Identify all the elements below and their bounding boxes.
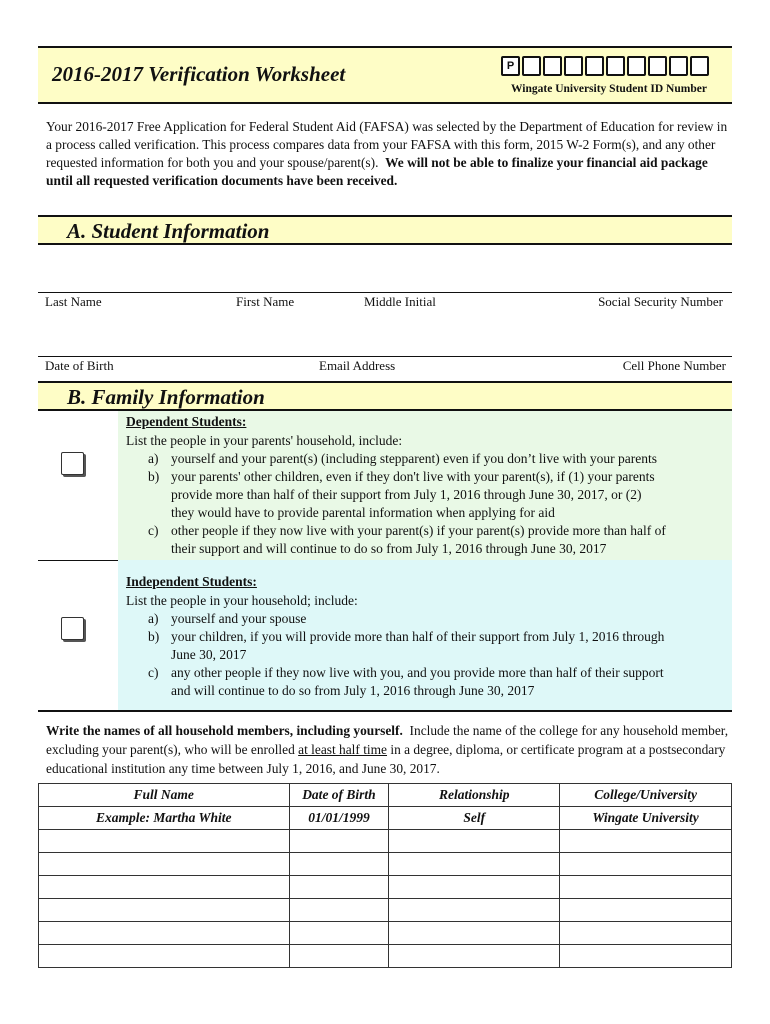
table-cell[interactable]	[39, 899, 290, 922]
household-instruction-underline: at least half time	[298, 742, 388, 757]
independent-checkbox[interactable]	[61, 617, 84, 640]
independent-item-b-marker: b)	[148, 629, 160, 644]
row1-rule	[38, 292, 732, 293]
section-b-bar	[38, 381, 732, 411]
independent-item-c-line: and will continue to do so from July 1, 2016 through June 30, 2017	[171, 683, 535, 698]
table-row[interactable]	[39, 830, 732, 853]
section-b-title: B. Family Information	[67, 385, 265, 409]
independent-heading: Independent Students:	[126, 574, 257, 589]
middle-initial-label: Middle Initial	[364, 294, 436, 309]
dependent-item-a-marker: a)	[148, 451, 159, 466]
independent-item-b-line: your children, if you will provide more than half of their support from July 1, 2016 through	[171, 629, 665, 644]
intro-paragraph	[46, 118, 736, 190]
example-full-name: Example: Martha White	[39, 807, 290, 830]
table-row[interactable]	[39, 876, 732, 899]
table-cell[interactable]	[560, 876, 732, 899]
table-cell[interactable]	[389, 853, 560, 876]
table-cell[interactable]	[560, 853, 732, 876]
table-cell[interactable]	[560, 830, 732, 853]
id-digit-box[interactable]	[690, 56, 709, 76]
student-id-label: Wingate University Student ID Number	[511, 83, 707, 95]
table-cell[interactable]	[39, 830, 290, 853]
cell-label: Cell Phone Number	[622, 358, 726, 373]
independent-item-c-line: any other people if they now live with you, and you provide more than half of their support	[171, 665, 664, 680]
intro-text: Your 2016-2017 Free Application for Federal Student Aid (FAFSA) was selected by the Department of Education for review in a process called verification. This process compares data from your FAFSA with this form, 2015 W-2 Form(s), and any other requested information for both you and your spouse/parent(s).	[46, 119, 728, 170]
id-digit-box[interactable]	[522, 56, 541, 76]
table-cell[interactable]	[289, 830, 389, 853]
table-cell[interactable]	[389, 830, 560, 853]
dependent-item-b-line: your parents' other children, even if they don't live with your parent(s), if (1) your parents	[171, 469, 655, 484]
worksheet-header	[38, 46, 732, 104]
table-row[interactable]	[39, 945, 732, 968]
independent-item-a-marker: a)	[148, 611, 159, 626]
table-cell[interactable]	[289, 922, 389, 945]
intro-bold-text: We will not be able to finalize your financial aid package until all requested verification documents have been received.	[46, 155, 708, 188]
dependent-item-c-line: other people if they now live with your parent(s) if your parent(s) provide more than half of	[171, 523, 666, 538]
last-name-label: Last Name	[45, 294, 102, 309]
independent-intro: List the people in your household; include:	[126, 593, 358, 608]
first-name-label: First Name	[236, 294, 295, 309]
dependent-item-b-marker: b)	[148, 469, 160, 484]
independent-panel	[118, 560, 732, 710]
email-label: Email Address	[319, 358, 396, 373]
table-cell[interactable]	[39, 945, 290, 968]
table-cell[interactable]	[39, 876, 290, 899]
id-digit-box[interactable]	[606, 56, 625, 76]
col-relationship: Relationship	[389, 784, 560, 807]
table-cell[interactable]	[39, 922, 290, 945]
example-dob: 01/01/1999	[289, 807, 389, 830]
ssn-label: Social Security Number	[598, 294, 723, 309]
table-cell[interactable]	[289, 945, 389, 968]
col-full-name: Full Name	[39, 784, 290, 807]
independent-item-c-marker: c)	[148, 665, 159, 680]
dependent-item-c-line: their support and will continue to do so from July 1, 2016 through June 30, 2017	[171, 541, 607, 556]
section-a-title: A. Student Information	[67, 219, 270, 243]
id-digit-box[interactable]	[648, 56, 667, 76]
col-date-of-birth: Date of Birth	[289, 784, 389, 807]
dependent-heading: Dependent Students:	[126, 414, 247, 429]
table-cell[interactable]	[389, 899, 560, 922]
table-row[interactable]	[39, 853, 732, 876]
row2-rule	[38, 356, 732, 357]
household-instruction-1: Include the name of the college for any household member, excluding your parent(s), who will be enrolled	[46, 723, 729, 757]
household-instruction-bold: Write the names of all household members, including yourself.	[46, 723, 403, 738]
independent-item-b-line: June 30, 2017	[171, 647, 247, 662]
id-digit-box[interactable]	[669, 56, 688, 76]
table-row[interactable]	[39, 899, 732, 922]
id-digit-box[interactable]	[585, 56, 604, 76]
table-cell[interactable]	[560, 899, 732, 922]
table-cell[interactable]	[560, 945, 732, 968]
household-instructions	[46, 721, 736, 778]
example-relationship: Self	[389, 807, 560, 830]
table-cell[interactable]	[289, 899, 389, 922]
id-digit-box[interactable]	[564, 56, 583, 76]
student-id-boxes[interactable]	[501, 56, 709, 78]
dependent-item-c-marker: c)	[148, 523, 159, 538]
id-digit-box[interactable]	[627, 56, 646, 76]
table-cell[interactable]	[389, 945, 560, 968]
table-header-row	[39, 784, 732, 807]
id-prefix-box: P	[501, 56, 520, 76]
table-cell[interactable]	[289, 853, 389, 876]
independent-item-a-line: yourself and your spouse	[171, 611, 307, 626]
dob-label: Date of Birth	[45, 358, 114, 373]
id-digit-box[interactable]	[543, 56, 562, 76]
example-college: Wingate University	[560, 807, 732, 830]
household-divider	[38, 710, 732, 712]
dependent-panel	[118, 411, 732, 560]
table-cell[interactable]	[389, 922, 560, 945]
table-row[interactable]	[39, 922, 732, 945]
dependent-item-b-line: provide more than half of their support from July 1, 2016 through June 30, 2017, or (2)	[171, 487, 642, 502]
household-instruction-2: in a degree, diploma, or certificate program at a postsecondary educational institution any time between July 1, 2016, and June 30, 2017.	[46, 742, 726, 776]
worksheet-title: 2016-2017 Verification Worksheet	[52, 62, 346, 86]
section-a-bar	[38, 215, 732, 245]
household-table	[38, 783, 732, 968]
dependent-item-b-line: they would have to provide parental information when applying for aid	[171, 505, 555, 520]
table-cell[interactable]	[560, 922, 732, 945]
table-cell[interactable]	[289, 876, 389, 899]
dependent-item-a-line: yourself and your parent(s) (including stepparent) even if you don’t live with your parents	[171, 451, 657, 466]
col-college: College/University	[560, 784, 732, 807]
dependent-checkbox[interactable]	[61, 452, 84, 475]
table-cell[interactable]	[389, 876, 560, 899]
table-example-row	[39, 807, 732, 830]
dependent-intro: List the people in your parents' household, include:	[126, 433, 403, 448]
table-cell[interactable]	[39, 853, 290, 876]
